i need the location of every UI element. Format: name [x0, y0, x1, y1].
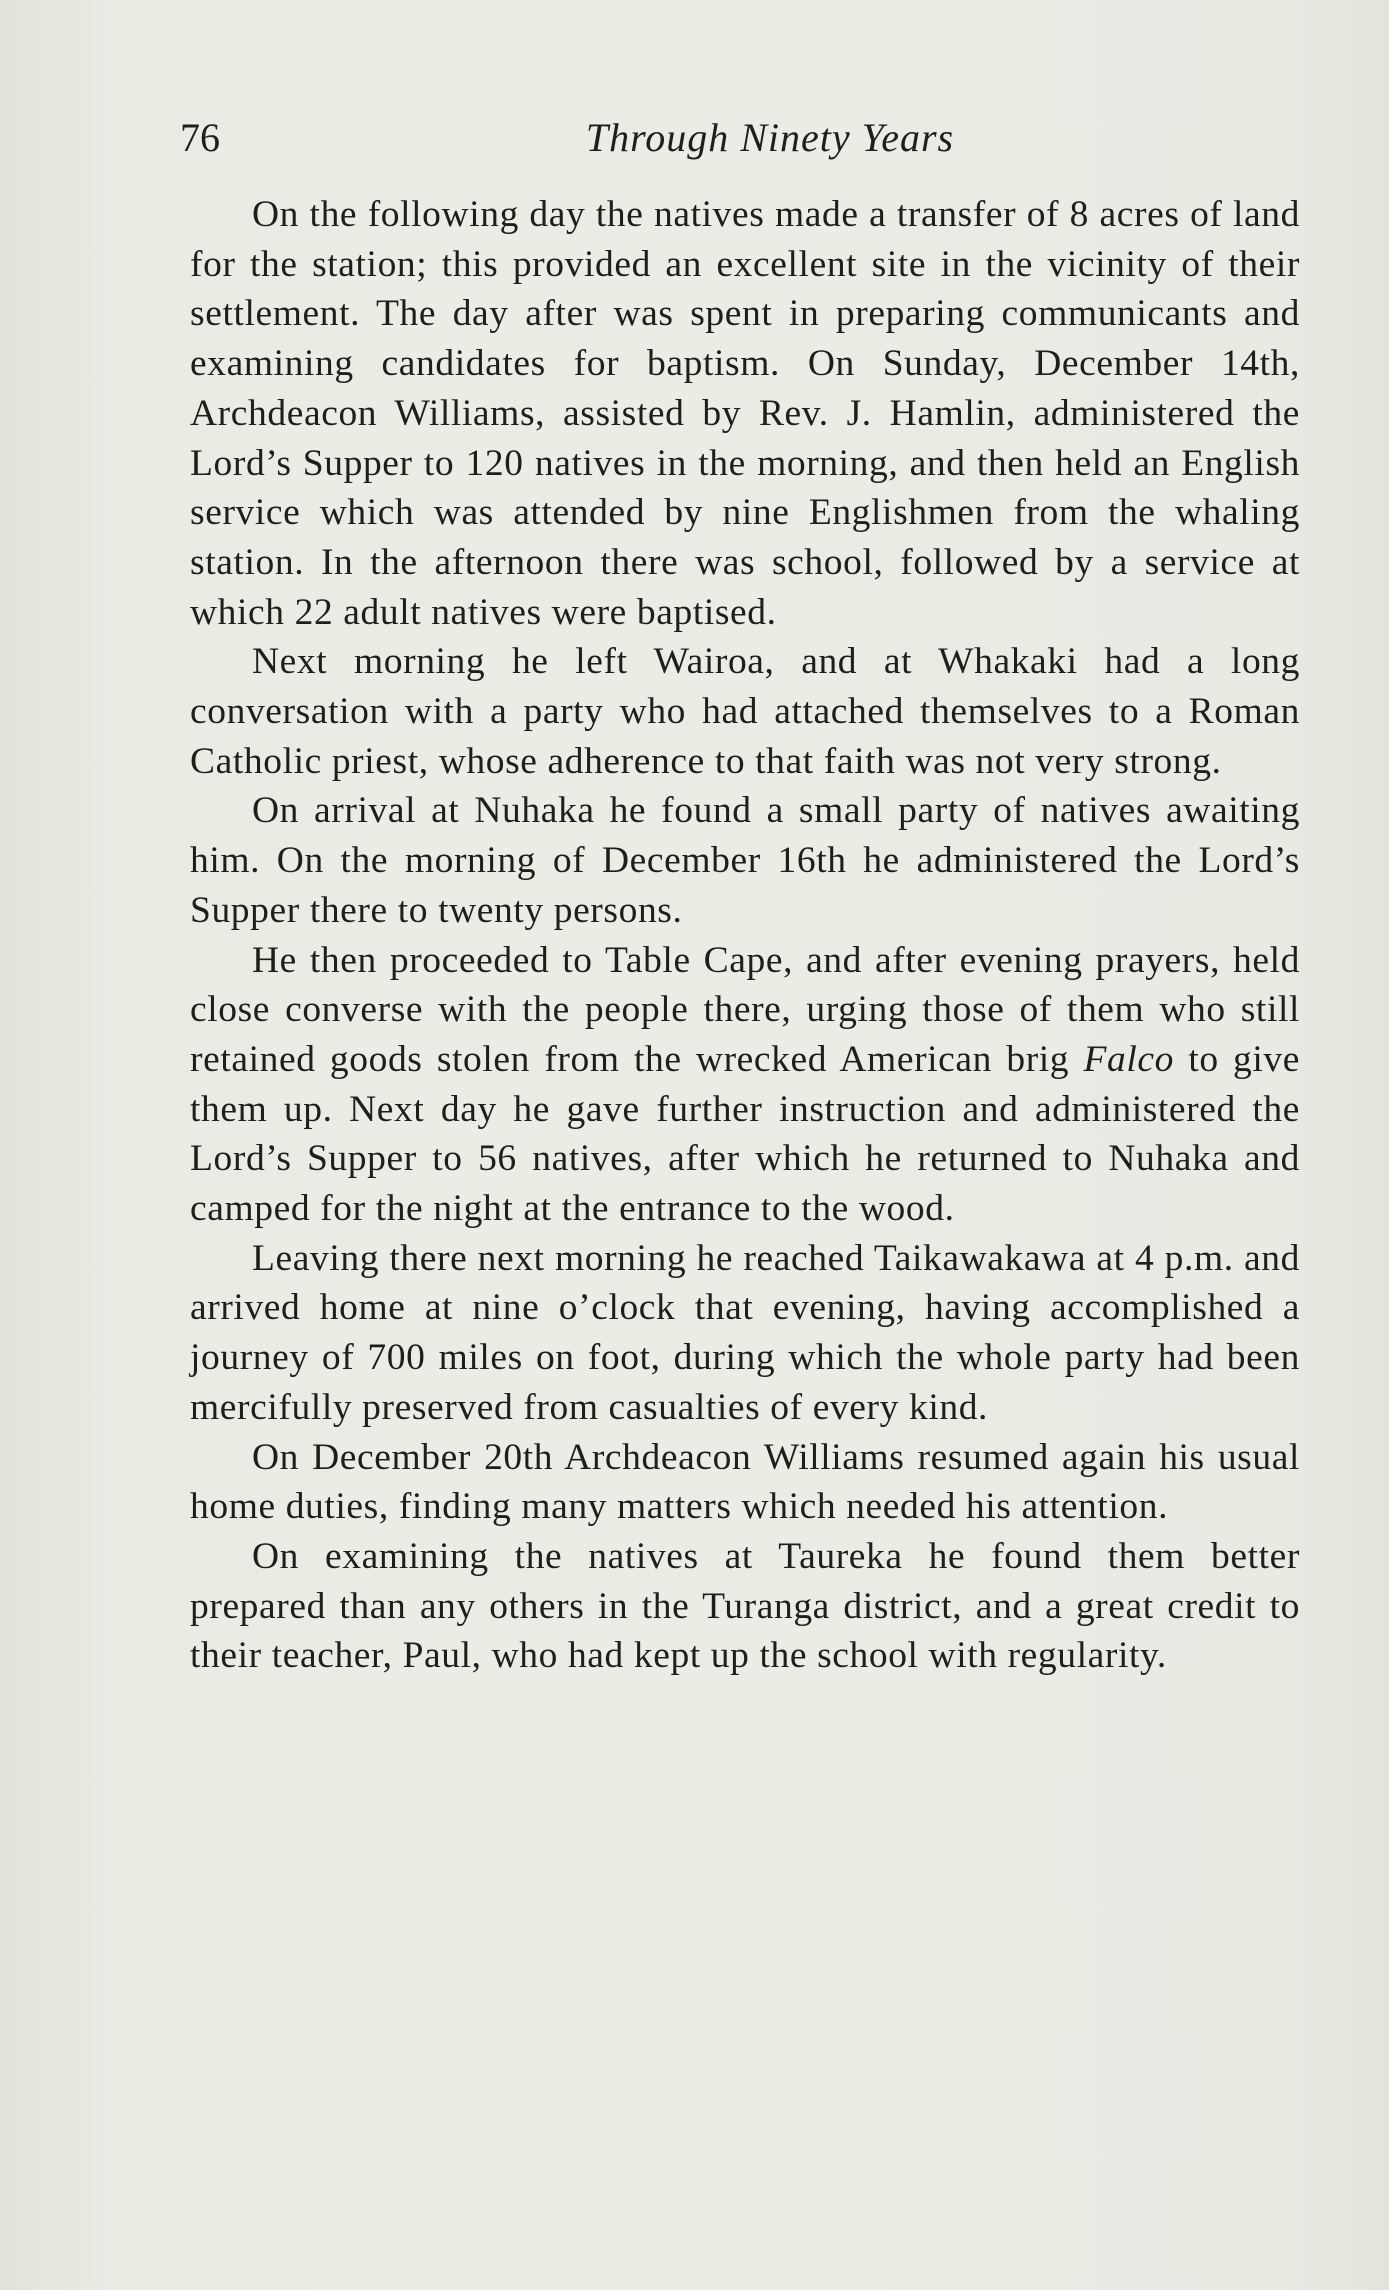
body-text: [190, 190, 1300, 1681]
paragraph-wairoa-departure: Next morning he left Wairoa, and at Whakaki had a long conversation with a party who had attached themselves to a Roman Catholic priest, whose adherence to that faith was not very strong.: [190, 641, 1300, 782]
paragraph-home-duties: On December 20th Archdeacon Williams resumed again his usual home duties, finding many matters which needed his attention.: [190, 1436, 1300, 1528]
table-cape-text-after: to give them up. Next day he gave further instruction and administered the Lord’s Supper to 56 natives, after which he returned to Nuhaka and camped for the night at the entrance to the wood.: [190, 1038, 1300, 1230]
paragraph-return-home: Leaving there next morning he reached Taikawakawa at 4 p.m. and arrived home at nine o’clock that evening, having accomplished a journey of 700 miles on foot, during which the whole party had been mercifully preserved from casualties of every kind.: [190, 1237, 1300, 1428]
page-number: 76: [180, 115, 220, 160]
ship-name-falco: Falco: [1083, 1038, 1174, 1080]
page-header: [180, 108, 1300, 168]
table-cape-text-before: He then proceeded to Table Cape, and after evening prayers, held close converse with the people there, urging those of them who still retained goods stolen from the wrecked American brig: [190, 939, 1300, 1080]
paragraph-land-transfer: On the following day the natives made a transfer of 8 acres of land for the station; this provided an excellent site in the vicinity of their settlement. The day after was spent in preparing communicants and examining candidates for baptism. On Sunday, December 14th, Archdeacon Williams, assisted by Rev. J. Hamlin, administered the Lord’s Supper to 120 natives in the morning, and then held an English service which was attended by nine Englishmen from the whaling station. In the afternoon there was school, followed by a service at which 22 adult natives were baptised.: [190, 194, 1300, 633]
running-title: Through Ninety Years: [585, 115, 955, 160]
paragraph-nuhaka-arrival: On arrival at Nuhaka he found a small party of natives awaiting him. On the morning of December 16th he administered the Lord’s Supper there to twenty persons.: [190, 790, 1300, 931]
paragraph-taureka: On examining the natives at Taureka he found them better prepared than any others in the Turanga district, and a great credit to their teacher, Paul, who had kept up the school with regularity.: [190, 1535, 1300, 1677]
paragraph-table-cape: [190, 936, 1300, 1234]
